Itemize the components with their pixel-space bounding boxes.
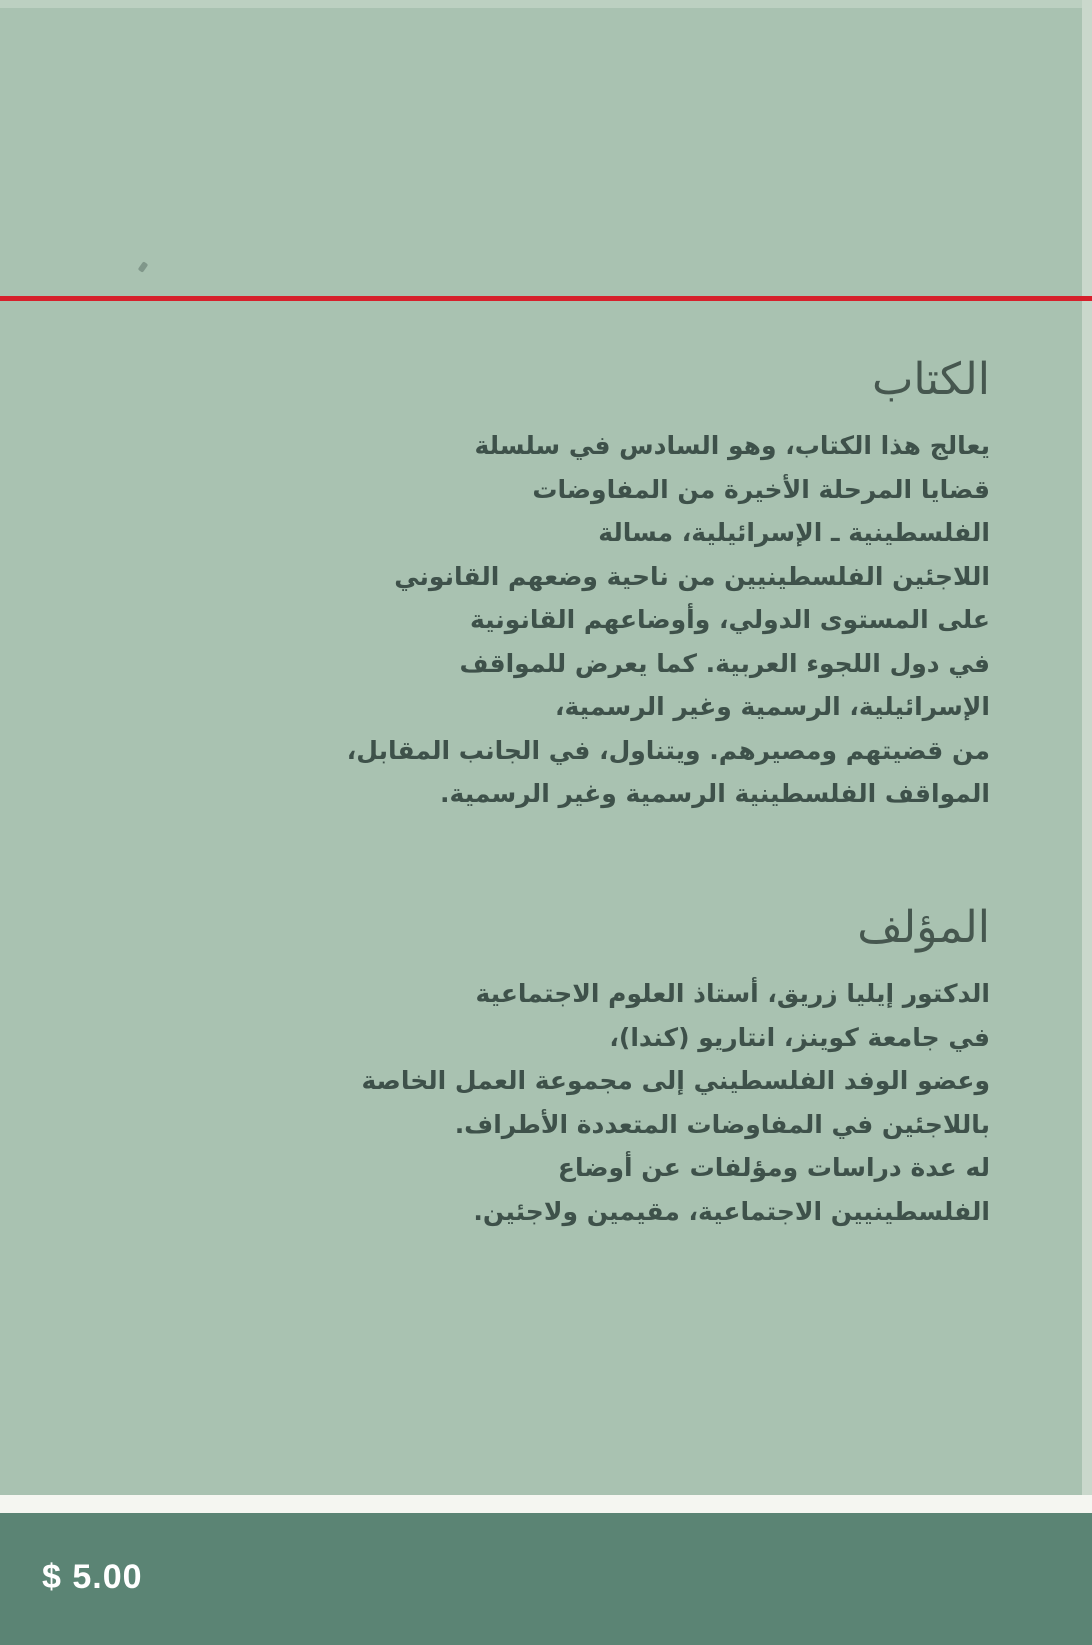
- author-bio: [330, 972, 990, 1233]
- book-heading: الكتاب: [871, 354, 990, 405]
- book-line: يعالج هذا الكتاب، وهو السادس في سلسلة: [474, 431, 990, 460]
- book-line: من قضيتهم ومصيرهم. ويتناول، في الجانب المقابل،: [346, 735, 990, 765]
- price-bar: [0, 1513, 1092, 1645]
- book-line: على المستوى الدولي، وأوضاعهم القانونية: [470, 605, 990, 634]
- book-line: قضايا المرحلة الأخيرة من المفاوضات: [532, 474, 990, 504]
- book-line: اللاجئين الفلسطينيين من ناحية وضعهم القانوني: [394, 561, 990, 591]
- author-line: في جامعة كوينز، انتاريو (كندا)،: [609, 1022, 990, 1052]
- author-heading: المؤلف: [857, 902, 990, 953]
- author-line: الدكتور إيليا زريق، أستاذ العلوم الاجتماعية: [475, 979, 990, 1008]
- top-edge: [0, 0, 1092, 8]
- author-line: باللاجئين في المفاوضات المتعددة الأطراف.: [454, 1109, 990, 1139]
- book-line: المواقف الفلسطينية الرسمية وغير الرسمية.: [440, 779, 990, 808]
- price-label: $ 5.00: [42, 1558, 143, 1596]
- book-line: في دول اللجوء العربية. كما يعرض للمواقف: [459, 648, 990, 678]
- red-divider-rule: [0, 296, 1092, 301]
- author-line: وعضو الوفد الفلسطيني إلى مجموعة العمل الخاصة: [361, 1066, 990, 1095]
- page-edge: [1082, 0, 1092, 1495]
- white-band: [0, 1495, 1092, 1513]
- author-line: له عدة دراسات ومؤلفات عن أوضاع: [557, 1153, 990, 1182]
- print-speck: [138, 261, 149, 273]
- book-description: [330, 424, 990, 816]
- book-line: الفلسطينية ـ الإسرائيلية، مسالة: [598, 518, 990, 547]
- book-line: الإسرائيلية، الرسمية وغير الرسمية،: [555, 692, 990, 721]
- author-section: [330, 898, 990, 1233]
- author-line: الفلسطينيين الاجتماعية، مقيمين ولاجئين.: [473, 1196, 990, 1226]
- book-section: [330, 350, 990, 816]
